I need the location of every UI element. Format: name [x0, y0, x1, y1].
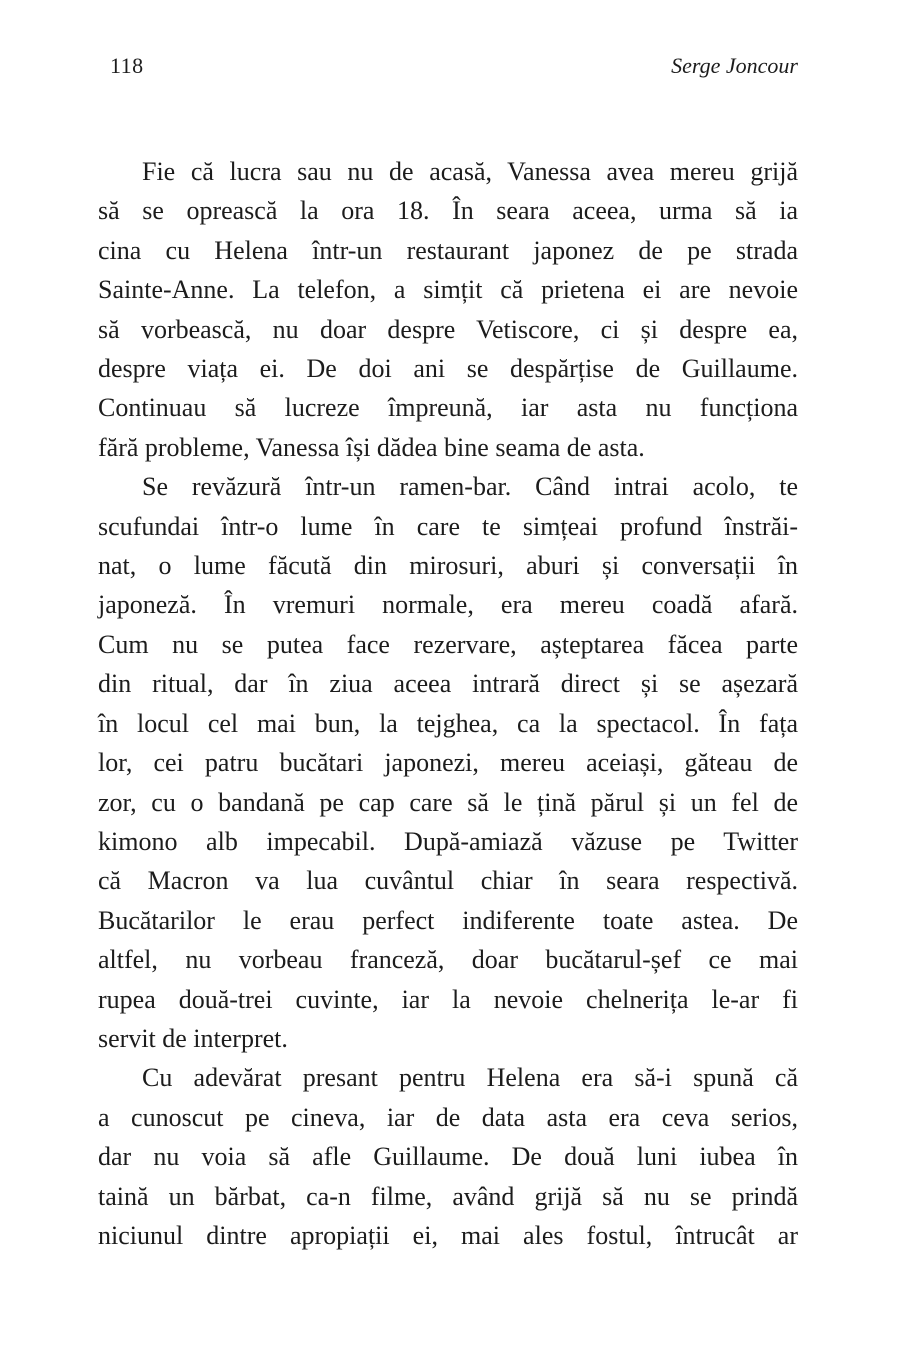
text-line: niciunul dintre apropiații ei, mai ales fostul, întrucât ar — [98, 1220, 798, 1250]
text-line: că Macron va lua cuvântul chiar în seara respectivă. — [98, 866, 798, 896]
text-line: a cunoscut pe cineva, iar de data asta era ceva serios, — [98, 1102, 798, 1132]
paragraph-1 — [98, 152, 798, 467]
text-line: să se oprească la ora 18. În seara aceea, urma să ia — [98, 196, 798, 226]
running-header-author: Serge Joncour — [671, 53, 798, 78]
text-line: să vorbească, nu doar despre Vetiscore, ci și despre ea, — [98, 314, 798, 344]
text-line: dar nu voia să afle Guillaume. De două luni iubea în — [98, 1142, 798, 1172]
text-line: kimono alb impecabil. După-amiază văzuse pe Twitter — [98, 826, 798, 856]
page-number: 118 — [110, 53, 144, 78]
text-line: Cum nu se putea face rezervare, așteptarea făcea parte — [98, 629, 798, 659]
paragraph-2 — [98, 467, 798, 1058]
text-line: zor, cu o bandană pe cap care să le țină părul și un fel de — [98, 787, 798, 817]
text-line: rupea două-trei cuvinte, iar la nevoie chelnerița le-ar fi — [98, 984, 798, 1014]
text-line: Continuau să lucreze împreună, iar asta nu funcționa — [98, 393, 798, 423]
text-line: nat, o lume făcută din mirosuri, aburi și conversații în — [98, 551, 798, 581]
text-line: despre viața ei. De doi ani se despărțise de Guillaume. — [98, 354, 798, 384]
text-line: cina cu Helena într-un restaurant japonez de pe strada — [98, 235, 798, 265]
text-line: Se revăzură într-un ramen-bar. Când intrai acolo, te — [142, 472, 798, 502]
text-line: lor, cei patru bucătari japonezi, mereu aceiași, găteau de — [98, 748, 798, 778]
page-header — [98, 53, 798, 79]
text-line: taină un bărbat, ca-n filme, având grijă să nu se prindă — [98, 1181, 798, 1211]
paragraph-3 — [98, 1058, 798, 1255]
text-line: fără probleme, Vanessa își dădea bine seama de asta. — [98, 432, 645, 462]
text-line: japoneză. În vremuri normale, era mereu coadă afară. — [98, 590, 798, 620]
text-line: Cu adevărat presant pentru Helena era să-i spună că — [142, 1063, 798, 1093]
text-line: servit de interpret. — [98, 1023, 288, 1053]
page-body — [98, 152, 798, 1255]
text-line: din ritual, dar în ziua aceea intrară direct și se așezară — [98, 669, 798, 699]
text-line: scufundai într-o lume în care te simțeai profund înstrăi- — [98, 511, 798, 541]
text-line: altfel, nu vorbeau franceză, doar bucătarul-șef ce mai — [98, 945, 798, 975]
text-line: Fie că lucra sau nu de acasă, Vanessa avea mereu grijă — [142, 157, 798, 186]
text-line: în locul cel mai bun, la tejghea, ca la spectacol. În fața — [98, 708, 798, 738]
text-line: Sainte-Anne. La telefon, a simțit că prietena ei are nevoie — [98, 275, 798, 305]
text-line: Bucătarilor le erau perfect indiferente toate astea. De — [98, 905, 798, 935]
